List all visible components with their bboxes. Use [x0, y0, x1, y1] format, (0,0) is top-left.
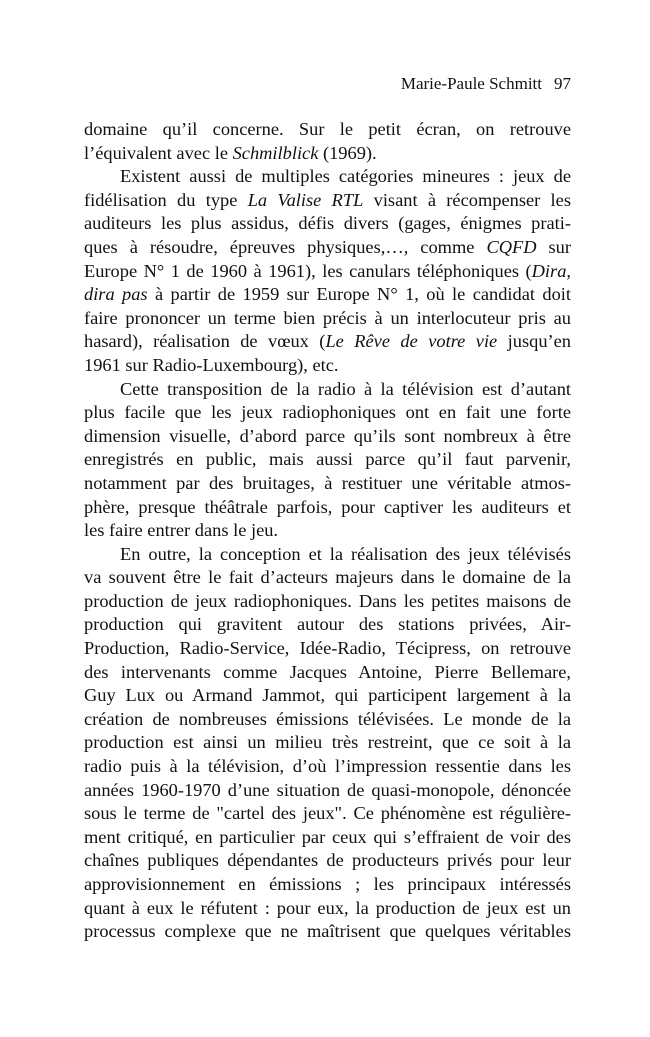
- text-line: hasard), réalisation de vœux (Le Rêve de votre vie jusqu’en: [84, 331, 571, 352]
- body-text: [84, 118, 571, 944]
- text-line: production est ainsi un milieu très restreint, que ce soit à la: [84, 732, 571, 753]
- text-line: radio puis à la télévision, d’où l’impression ressentie dans les: [84, 756, 571, 777]
- text-line: quant à eux le réfutent : pour eux, la production de jeux est un: [84, 897, 571, 918]
- text-line: les faire entrer dans le jeu.: [84, 520, 279, 541]
- text-line: production de jeux radiophoniques. Dans les petites maisons de: [84, 590, 571, 611]
- text-line: approvisionnement en émissions ; les principaux intéressés: [84, 874, 571, 894]
- text-line: des intervenants comme Jacques Antoine, Pierre Bellemare,: [84, 661, 571, 682]
- text-line: années 1960-1970 d’une situation de quasi-monopole, dénoncée: [84, 779, 571, 800]
- text-line: phère, presque théâtrale parfois, pour captiver les auditeurs et: [84, 496, 571, 517]
- text-line: ment critiqué, en particulier par ceux qui s’effraient de voir des: [84, 826, 571, 847]
- text-line: faire prononcer un terme bien précis à un interlocuteur pris au: [84, 307, 571, 328]
- page-number: 97: [554, 74, 571, 93]
- text-line: plus facile que les jeux radiophoniques ont en fait une forte: [84, 402, 571, 423]
- text-line: domaine qu’il concerne. Sur le petit écran, on retrouve: [84, 119, 571, 139]
- text-line: auditeurs les plus assidus, défis divers (gages, énigmes prati-: [84, 213, 571, 234]
- text-line: processus complexe que ne maîtrisent que quelques véritables: [84, 921, 571, 942]
- text-line: sous le terme de "cartel des jeux". Ce phénomène est régulière-: [84, 803, 571, 824]
- text-line: En outre, la conception et la réalisation des jeux télévisés: [120, 543, 571, 564]
- text-line: va souvent être le fait d’acteurs majeurs dans le domaine de la: [84, 567, 571, 588]
- running-head: [401, 74, 571, 94]
- text-line: ques à résoudre, épreuves physiques,…, comme CQFD sur: [84, 236, 571, 257]
- text-line: Europe N° 1 de 1960 à 1961), les canulars téléphoniques (Dira,: [84, 260, 571, 281]
- text-line: fidélisation du type La Valise RTL visant à récompenser les: [84, 189, 571, 210]
- text-line: Cette transposition de la radio à la télévision est d’autant: [120, 378, 571, 399]
- text-line: production qui gravitent autour des stations privées, Air-: [84, 614, 571, 635]
- text-line: Existent aussi de multiples catégories mineures : jeux de: [120, 166, 571, 187]
- text-line: Guy Lux ou Armand Jammot, qui participent largement à la: [84, 685, 571, 706]
- text-line: dira pas à partir de 1959 sur Europe N° 1, où le candidat doit: [84, 284, 571, 305]
- text-line: enregistrés en public, mais aussi parce qu’il faut parvenir,: [84, 449, 571, 470]
- text-line: dimension visuelle, d’abord parce qu’ils sont nombreux à être: [84, 425, 571, 446]
- text-line: création de nombreuses émissions télévisées. Le monde de la: [84, 708, 571, 729]
- text-line: chaînes publiques dépendantes de producteurs privés pour leur: [84, 850, 571, 871]
- text-line: l’équivalent avec le Schmilblick (1969).: [84, 142, 377, 163]
- text-line: Production, Radio-Service, Idée-Radio, Técipress, on retrouve: [84, 638, 571, 659]
- text-line: notamment par des bruitages, à restituer une véritable atmos-: [84, 472, 571, 493]
- text-line: 1961 sur Radio-Luxembourg), etc.: [84, 354, 339, 375]
- author-name: Marie-Paule Schmitt: [400, 74, 542, 93]
